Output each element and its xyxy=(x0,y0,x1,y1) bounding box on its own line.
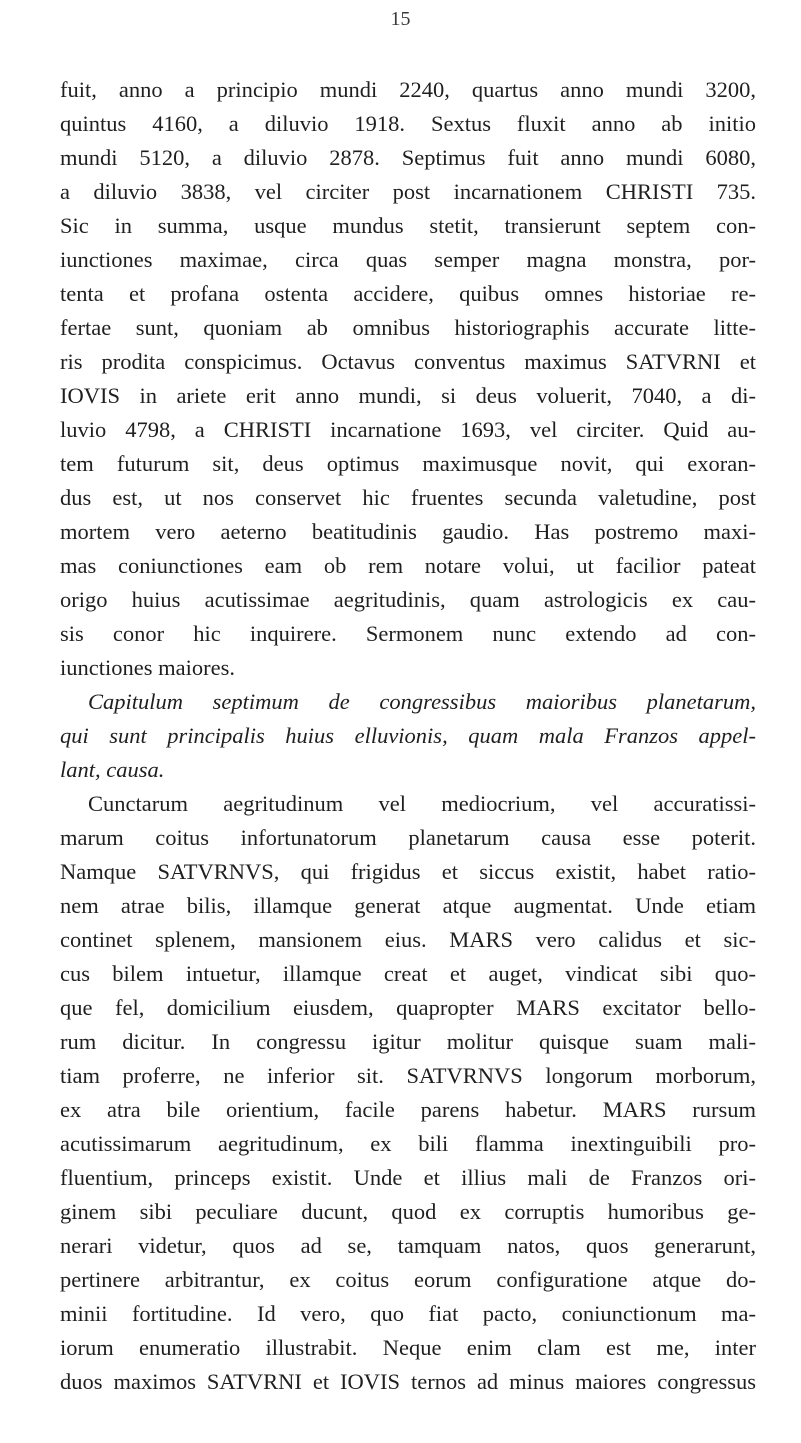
text-line: ginem sibi peculiare ducunt, quod ex corruptis humoribus ge- xyxy=(60,1199,756,1224)
text-line: nerari videtur, quos ad se, tamquam natos, quos generarunt, xyxy=(60,1233,756,1258)
text-line: Namque SATVRNVS, qui frigidus et siccus existit, habet ratio- xyxy=(60,859,756,884)
page-number: 15 xyxy=(390,8,411,30)
text-line: luvio 4798, a CHRISTI incarnatione 1693, vel circiter. Quid au- xyxy=(60,417,756,442)
text-line: iunctiones maiores. xyxy=(60,655,235,680)
text-line: continet splenem, mansionem eius. MARS vero calidus et sic- xyxy=(60,927,756,952)
text-line: marum coitus infortunatorum planetarum causa esse poterit. xyxy=(60,825,756,850)
text-line: quintus 4160, a diluvio 1918. Sextus fluxit anno ab initio xyxy=(60,111,756,136)
text-line: cus bilem intuetur, illamque creat et auget, vindicat sibi quo- xyxy=(60,961,756,986)
text-line: Sic in summa, usque mundus stetit, transierunt septem con- xyxy=(60,213,756,238)
text-line: dus est, ut nos conservet hic fruentes secunda valetudine, post xyxy=(60,485,756,510)
text-line: sis conor hic inquirere. Sermonem nunc extendo ad con- xyxy=(60,621,756,646)
text-line: IOVIS in ariete erit anno mundi, si deus voluerit, 7040, a di- xyxy=(60,383,756,408)
text-line: mas coniunctiones eam ob rem notare volui, ut facilior pateat xyxy=(60,553,756,578)
text-line: fertae sunt, quoniam ab omnibus historiographis accurate litte- xyxy=(60,315,756,340)
text-line: minii fortitudine. Id vero, quo fiat pacto, coniunctionum ma- xyxy=(60,1301,756,1326)
text-line: a diluvio 3838, vel circiter post incarnationem CHRISTI 735. xyxy=(60,179,756,204)
text-line: rum dicitur. In congressu igitur molitur quisque suam mali- xyxy=(60,1029,756,1054)
text-line: iorum enumeratio illustrabit. Neque enim clam est me, inter xyxy=(60,1335,756,1360)
text-line: fuit, anno a principio mundi 2240, quartus anno mundi 3200, xyxy=(60,77,756,102)
chapter-heading-line: Capitulum septimum de congressibus maioribus planetarum, xyxy=(88,689,756,714)
chapter-heading-line: lant, causa. xyxy=(60,757,165,782)
text-line: mundi 5120, a diluvio 2878. Septimus fuit anno mundi 6080, xyxy=(60,145,756,170)
text-line: duos maximos SATVRNI et IOVIS ternos ad minus maiores congressus xyxy=(60,1369,756,1394)
chapter-heading-line: qui sunt principalis huius elluvionis, quam mala Franzos appel- xyxy=(60,723,756,748)
text-line: acutissimarum aegritudinum, ex bili flamma inextinguibili pro- xyxy=(60,1131,756,1156)
text-line: iunctiones maximae, circa quas semper magna monstra, por- xyxy=(60,247,756,272)
text-line: fluentium, princeps existit. Unde et illius mali de Franzos ori- xyxy=(60,1165,756,1190)
text-line: mortem vero aeterno beatitudinis gaudio. Has postremo maxi- xyxy=(60,519,756,544)
text-line: tiam proferre, ne inferior sit. SATVRNVS longorum morborum, xyxy=(60,1063,756,1088)
body-text xyxy=(60,73,756,1399)
text-line: tenta et profana ostenta accidere, quibus omnes historiae re- xyxy=(60,281,756,306)
text-line: que fel, domicilium eiusdem, quapropter MARS excitator bello- xyxy=(60,995,756,1020)
text-line: tem futurum sit, deus optimus maximusque novit, qui exoran- xyxy=(60,451,756,476)
text-line: pertinere arbitrantur, ex coitus eorum configuratione atque do- xyxy=(60,1267,756,1292)
text-line: ris prodita conspicimus. Octavus conventus maximus SATVRNI et xyxy=(60,349,756,374)
text-line: origo huius acutissimae aegritudinis, quam astrologicis ex cau- xyxy=(60,587,756,612)
text-line: nem atrae bilis, illamque generat atque augmentat. Unde etiam xyxy=(60,893,756,918)
text-line: ex atra bile orientium, facile parens habetur. MARS rursum xyxy=(60,1097,756,1122)
text-line: Cunctarum aegritudinum vel mediocrium, vel accuratissi- xyxy=(88,791,756,816)
